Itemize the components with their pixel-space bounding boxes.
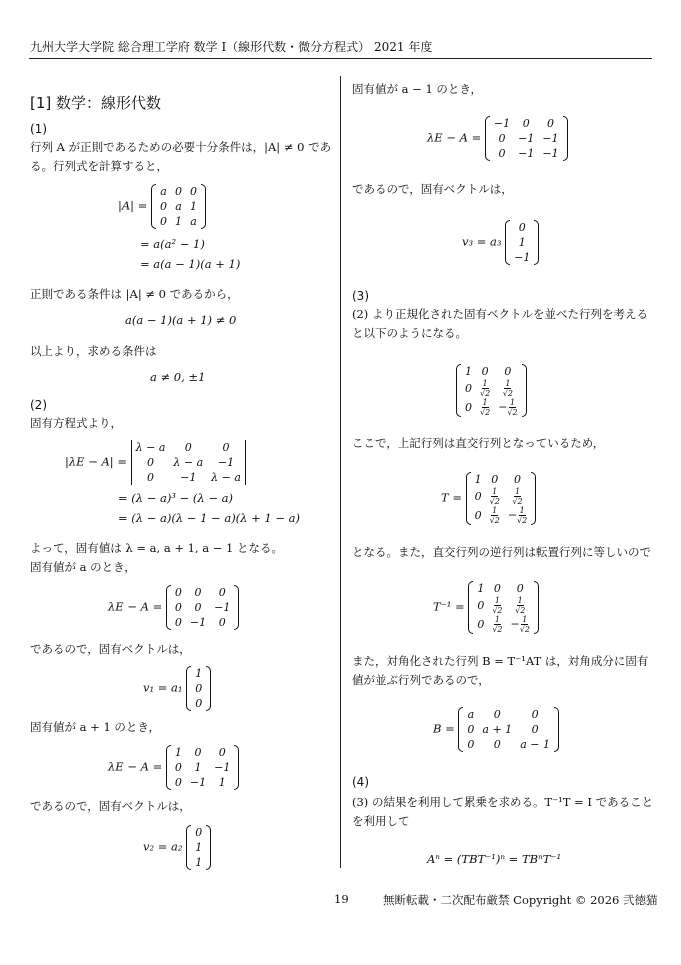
matrix-row <box>191 696 206 711</box>
matrix-cell: 1 <box>518 236 526 249</box>
matrix-row <box>490 116 563 131</box>
matrix-cell: 1 <box>190 200 198 213</box>
matrix-cell: 0 <box>467 738 475 751</box>
matrix-row <box>191 681 206 696</box>
matrix-cell: −1 <box>214 601 231 614</box>
matrix-row <box>490 146 563 161</box>
det-A-equation: |A| = a 0 0 0 a 1 0 1 a <box>118 184 206 229</box>
matrix-row <box>132 440 245 455</box>
det-A-step1: = a(a² − 1) <box>140 237 205 251</box>
vec-text-3: であるので，固有ベクトルは， <box>352 182 513 196</box>
matrix-cell: −1 <box>518 147 535 160</box>
matrix-cell: 0 <box>518 221 526 234</box>
matrix-row <box>171 585 234 600</box>
matrix-M2 <box>171 745 234 790</box>
matrix-row <box>156 214 201 229</box>
matrix-M3 <box>490 116 563 161</box>
matrix-cell: λ − a <box>211 471 241 484</box>
part1-result-text: 以上より，求める条件は <box>30 344 157 358</box>
matrix-cell: 0 <box>160 215 168 228</box>
char-step1: = (λ − a)³ − (λ − a) <box>118 491 233 505</box>
matrix-row <box>191 855 206 870</box>
case3-text: 固有値が a − 1 のとき， <box>352 82 482 96</box>
matrix-lambdaE-minus-A <box>132 440 245 485</box>
B-equation: B = a 0 0 0 a + 1 0 0 0 a − 1 <box>433 707 559 752</box>
matrix-cell: a <box>467 708 475 721</box>
matrix-cell: 0 <box>194 586 202 599</box>
matrix-cell: 0 <box>195 682 203 695</box>
matrix-cell: 1 <box>195 667 203 680</box>
diag-text: また，対角化された行列 B = T⁻¹AT は，対角成分に固有値が並ぶ行列であるので， <box>352 654 649 687</box>
matrix-cell: −1 <box>189 776 207 789</box>
matrix-cell: −1 <box>514 251 531 264</box>
matrix-row <box>171 615 234 630</box>
matrix-cell: 0 <box>147 471 155 484</box>
v2-equation: v₂ = a₂ 0 1 1 <box>143 825 211 870</box>
matrix-row <box>132 470 245 485</box>
matrix-cell: a <box>190 215 197 228</box>
matrix-cell: 0 <box>498 147 506 160</box>
matrix-cell: a <box>175 200 182 213</box>
M1-equation: λE − A = 0 0 0 0 0 −1 0 −1 0 <box>108 585 239 630</box>
matrix-row <box>510 250 534 265</box>
header-rule <box>29 58 652 59</box>
matrix-cell: 1 <box>195 841 203 854</box>
case1-text: 固有値が a のとき， <box>30 560 136 574</box>
section-title: [1] 数学：線形代数 <box>30 94 162 112</box>
matrix-row <box>132 455 245 470</box>
matrix-row <box>510 235 534 250</box>
vector-v3 <box>510 220 534 265</box>
matrix-B <box>463 707 554 752</box>
matrix-cell: 0 <box>147 456 155 469</box>
matrix-row <box>191 666 206 681</box>
normalized-matrix <box>456 364 527 417</box>
matrix-cell: 0 <box>184 441 192 454</box>
matrix-cell: 0 <box>218 586 226 599</box>
vector-v1 <box>191 666 206 711</box>
matrix-cell: 0 <box>546 117 554 130</box>
matrix-cell: 1 <box>218 776 226 789</box>
matrix-cell: 0 <box>190 185 198 198</box>
matrix-row <box>171 600 234 615</box>
power-equation: Aⁿ = (TBT⁻¹)ⁿ = TBⁿT⁻¹ <box>427 852 562 866</box>
part1-label: (1) <box>30 122 47 136</box>
matrix-cell: 0 <box>493 738 501 751</box>
matrix-cell: −1 <box>180 471 197 484</box>
part4-label: (4) <box>352 775 369 789</box>
matrix-cell: −1 <box>542 147 559 160</box>
eigenvalues-text: よって，固有値は λ = a, a + 1, a − 1 となる。 <box>30 541 284 555</box>
matrix-T-inverse: 1 0 0 0 $\frac{1}{√2}$ $\frac{1}{√2}$ 0 $\frac{1}{√2}$ − $\frac{1}{√2}$ <box>477 582 530 634</box>
part1-cond-eq: a(a − 1)(a + 1) ≠ 0 <box>125 313 237 327</box>
char-det-equation: |λE − A| = λ − a 0 0 0 λ − a −1 0 −1 λ − a <box>65 440 246 485</box>
matrix-cell: 0 <box>160 200 168 213</box>
matrix-cell: λ − a <box>173 456 204 469</box>
part1-result-eq: a ≠ 0, ±1 <box>150 370 206 384</box>
part1-intro: 行列 A が正則であるための必要十分条件は，|A| ≠ 0 である。行列式を計算すると， <box>30 140 332 173</box>
matrix-cell: a <box>160 185 167 198</box>
page-number: 19 <box>334 892 349 906</box>
matrix-row <box>171 760 234 775</box>
matrix-cell: 0 <box>174 761 182 774</box>
matrix-cell: 0 <box>493 708 501 721</box>
matrix-row <box>463 707 554 722</box>
matrix-cell: 0 <box>531 708 539 721</box>
part3-label: (3) <box>352 289 369 303</box>
matrix-row <box>191 840 206 855</box>
matrix-cell: 0 <box>174 601 182 614</box>
matrix-cell: −1 <box>542 132 559 145</box>
matrix-cell: −1 <box>189 616 207 629</box>
matrix-cell: 0 <box>222 441 230 454</box>
matrix-cell: 0 <box>467 723 475 736</box>
matrix-row <box>171 775 234 790</box>
matrix-cell: −1 <box>214 761 231 774</box>
matrix-cell: λ − a <box>135 441 166 454</box>
matrix-row <box>490 131 563 146</box>
matrix-normalized: 1 0 0 0 $\frac{1}{√2}$ $\frac{1}{√2}$ 0 $\frac{1}{√2}$ − $\frac{1}{√2}$ <box>465 365 518 417</box>
matrix-cell: 0 <box>195 826 203 839</box>
v3-equation: v₃ = a₃ 0 1 −1 <box>462 220 539 265</box>
vec-text-2: であるので，固有ベクトルは， <box>30 799 191 813</box>
column-divider <box>340 76 341 868</box>
matrix-cell: a + 1 <box>482 723 513 736</box>
matrix-row <box>510 220 534 235</box>
M2-equation: λE − A = 1 0 0 0 1 −1 0 −1 1 <box>108 745 239 790</box>
M3-equation: λE − A = −1 0 0 0 −1 −1 0 −1 −1 <box>427 116 568 161</box>
matrix-cell: 0 <box>194 601 202 614</box>
matrix-cell: 0 <box>522 117 530 130</box>
matrix-cell: 1 <box>194 761 202 774</box>
matrix-M1 <box>171 585 234 630</box>
matrix-T: 1 0 0 0 $\frac{1}{√2}$ $\frac{1}{√2}$ 0 $\frac{1}{√2}$ − $\frac{1}{√2}$ <box>474 473 528 525</box>
matrix-A <box>156 184 201 229</box>
inverse-text: となる。また，直交行列の逆行列は転置行列に等しいので <box>352 545 651 559</box>
matrix-cell: 1 <box>174 746 182 759</box>
matrix-cell: 0 <box>174 776 182 789</box>
det-A-step2: = a(a − 1)(a + 1) <box>140 257 241 271</box>
matrix-row <box>156 199 201 214</box>
matrix-cell: 0 <box>174 586 182 599</box>
part2-intro: 固有方程式より， <box>30 416 122 430</box>
vec-text-1: であるので，固有ベクトルは， <box>30 642 191 656</box>
matrix-cell: 0 <box>194 746 202 759</box>
page-header: 九州大学大学院 総合理工学府 数学 I（線形代数・微分方程式） 2021 年度 <box>30 40 433 54</box>
part1-cond-text: 正則である条件は |A| ≠ 0 であるから， <box>30 287 239 301</box>
matrix-cell: 1 <box>195 856 203 869</box>
matrix-row <box>463 722 554 737</box>
part4-intro: (3) の結果を利用して累乗を求める。T⁻¹T = I であることを利用して <box>352 795 654 828</box>
matrix-row <box>191 825 206 840</box>
matrix-cell: 0 <box>531 723 539 736</box>
vector-v2 <box>191 825 206 870</box>
matrix-cell: 0 <box>175 185 183 198</box>
v1-equation: v₁ = a₁ 1 0 0 <box>143 666 211 711</box>
Tinv-equation: T⁻¹ = 1 0 0 0 $\frac{1}{√2}$ $\frac{1}{√2}$ 0 $\frac{1}{√2}$ − $\frac{1}{√2}$ <box>433 581 539 634</box>
case2-text: 固有値が a + 1 のとき， <box>30 720 160 734</box>
matrix-cell: −1 <box>217 456 235 469</box>
T-equation: T = 1 0 0 0 $\frac{1}{√2}$ $\frac{1}{√2}$ 0 $\frac{1}{√2}$ − $\frac{1}{√2}$ <box>441 472 536 525</box>
matrix-cell: 0 <box>498 132 506 145</box>
matrix-cell: 0 <box>218 746 226 759</box>
matrix-cell: −1 <box>493 117 511 130</box>
matrix-row <box>463 737 554 752</box>
part3-intro: (2) より正規化された固有ベクトルを並べた行列を考えると以下のようになる。 <box>352 307 648 340</box>
matrix-cell: 1 <box>175 215 183 228</box>
char-step2: = (λ − a)(λ − 1 − a)(λ + 1 − a) <box>118 511 301 525</box>
matrix-cell: a − 1 <box>520 738 550 751</box>
matrix-cell: 0 <box>174 616 182 629</box>
copyright-notice: 無断転載・二次配布厳禁 Copyright © 2026 弐徳猫 <box>383 893 658 907</box>
matrix-cell: 0 <box>218 616 226 629</box>
orth-text: ここで，上記行列は直交行列となっているため， <box>352 436 605 450</box>
matrix-cell: 0 <box>195 697 203 710</box>
matrix-row <box>171 745 234 760</box>
part2-label: (2) <box>30 398 47 412</box>
matrix-row <box>156 184 201 199</box>
matrix-cell: −1 <box>518 132 535 145</box>
